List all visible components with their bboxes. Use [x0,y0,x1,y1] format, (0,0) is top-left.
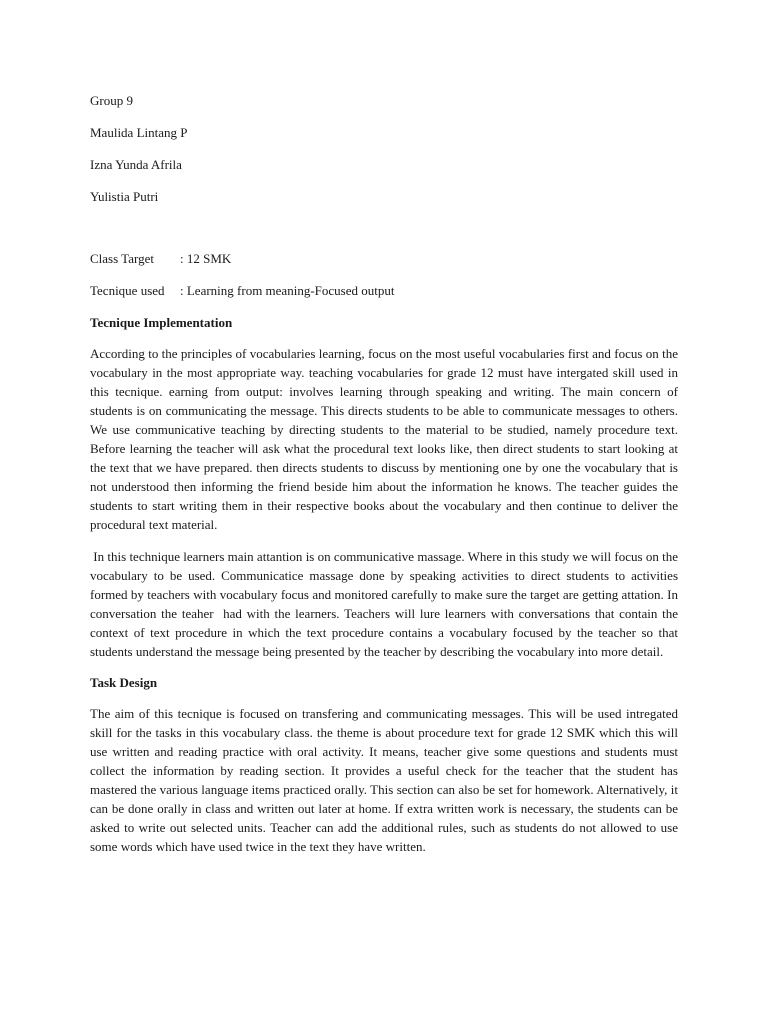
section-heading-task-design: Task Design [90,675,158,690]
author-block [90,92,678,206]
technique-label: Tecnique used [90,283,165,298]
class-target-row [90,250,678,268]
group-name: Group 9 [90,93,133,108]
author-name: Maulida Lintang P [90,125,188,140]
section-heading-implementation: Tecnique Implementation [90,315,233,330]
class-target-label: Class Target [90,251,154,266]
class-target-value: : 12 SMK [180,251,232,266]
paragraph: According to the principles of vocabularies learning, focus on the most useful vocabularies first and focus on the vocabulary in the most appropriate way. teaching vocabularies for grade 12 must have intergated skill used in this tecnique. earning from output: involves learning through speaking and writing. The main concern of students is on communicating the message. This directs students to be able to communicate messages to others. We use communicative teaching by directing students to the material to be studied, namely procedure text. Before learning the teacher will ask what the procedural text looks like, then direct students to start looking at the text that we have prepared. then directs students to discuss by mentioning one by one the vocabulary that is not understood then informing the friend beside him about the information he knows. The teacher guides the students to start writing them in their respective books about the vocabulary and then continue to deliver the procedural text material. [90,346,678,532]
author-name: Yulistia Putri [90,189,159,204]
paragraph: In this technique learners main attantion is on communicative massage. Where in this study we will focus on the vocabulary to be used. Communicatice massage done by speaking activities to direct students to activities formed by teachers with vocabulary focus and monitored carefully to make sure the target are getting attation. In conversation the teaher had with the learners. Teachers will lure learners with conversations that contain the context of text procedure in which the text procedure contains a vocabulary focused by the teacher so that students understand the message being presented by the teacher by describing the vocabulary into more detail. [90,549,682,659]
technique-value: : Learning from meaning-Focused output [180,283,395,298]
technique-row [90,282,678,300]
spacer [90,220,678,250]
paragraph: The aim of this tecnique is focused on transfering and communicating messages. This will be used intregated skill for the tasks in this vocabulary class. the theme is about procedure text for grade 12 SMK which this will use written and reading practice with oral activity. It means, teacher give some questions and students must collect the information by reading section. It provides a useful check for the teacher that the student has mastered the various language items practiced orally. This section can also be set for homework. Alternatively, it can be done orally in class and written out later at home. If extra written work is necessary, the students can be asked to write out selected units. Teacher can add the additional rules, such as students do not allowed to use some words which have used twice in the text they have written. [90,706,678,854]
author-name: Izna Yunda Afrila [90,157,182,172]
